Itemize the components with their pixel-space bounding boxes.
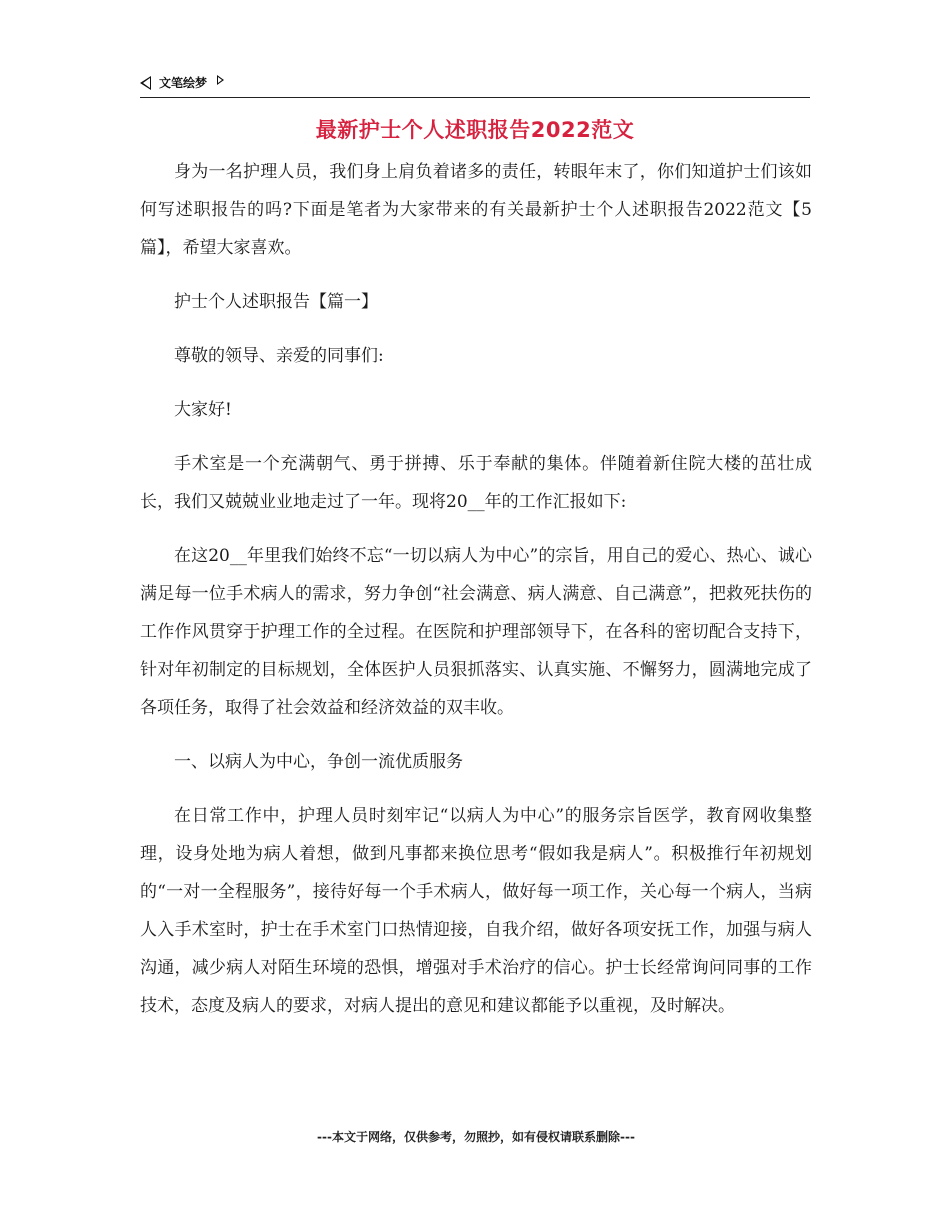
brand-name: 文笔绘梦	[159, 76, 208, 90]
salutation: 尊敬的领导、亲爱的同事们:	[174, 346, 384, 366]
body-paragraph: 在日常工作中，护理人员时刻牢记“以病人为中心”的服务宗旨医学，教育网收集整理，设身处地为病人着想，做到凡事都来换位思考“假如我是病人”。积极推行年初规划的“一对一全程服务”，接待好每一个手术病人，做好每一项工作，关心每一个病人，当病人入手术室时，护士在手术室门口热情迎接，自我介绍，做好各项安抚工作，加强与病人沟通，减少病人对陌生环境的恐惧，增强对手术治疗的信心。护士长经常询问同事的工作技术，态度及病人的要求，对病人提出的意见和建议都能予以重视，及时解决。	[140, 806, 812, 1016]
body-paragraph: 在这20__年里我们始终不忘“一切以病人为中心”的宗旨，用自己的爱心、热心、诚心满足每一位手术病人的需求，努力争创“社会满意、病人满意、自己满意”，把救死扶伤的工作作风贯穿于护理工作的全过程。在医院和护理部领导下，在各科的密切配合支持下，针对年初制定的目标规划，全体医护人员狠抓落实、认真实施、不懈努力，圆满地完成了各项任务，取得了社会效益和经济效益的双丰收。	[140, 546, 812, 718]
page-header	[140, 70, 810, 98]
greeting: 大家好!	[174, 400, 232, 420]
section-heading: 护士个人述职报告【篇一】	[174, 292, 378, 312]
footer-notice: ---本文于网络，仅供参考，勿照抄，如有侵权请联系删除---	[317, 1130, 635, 1144]
document-title: 最新护士个人述职报告2022范文	[315, 118, 635, 142]
intro-paragraph: 身为一名护理人员，我们身上肩负着诸多的责任，转眼年末了，你们知道护士们该如何写述职报告的吗?下面是笔者为大家带来的有关最新护士个人述职报告2022范文【5篇】，希望大家喜欢。	[140, 162, 812, 258]
document-body	[140, 153, 812, 1041]
body-paragraph: 手术室是一个充满朝气、勇于拼搏、乐于奉献的集体。伴随着新住院大楼的茁壮成长，我们又兢兢业业地走过了一年。现将20__年的工作汇报如下:	[140, 454, 812, 512]
triangle-right-icon	[217, 75, 224, 85]
subsection-heading: 一、以病人为中心，争创一流优质服务	[174, 752, 463, 772]
triangle-left-icon	[140, 76, 151, 90]
brand	[140, 74, 224, 91]
